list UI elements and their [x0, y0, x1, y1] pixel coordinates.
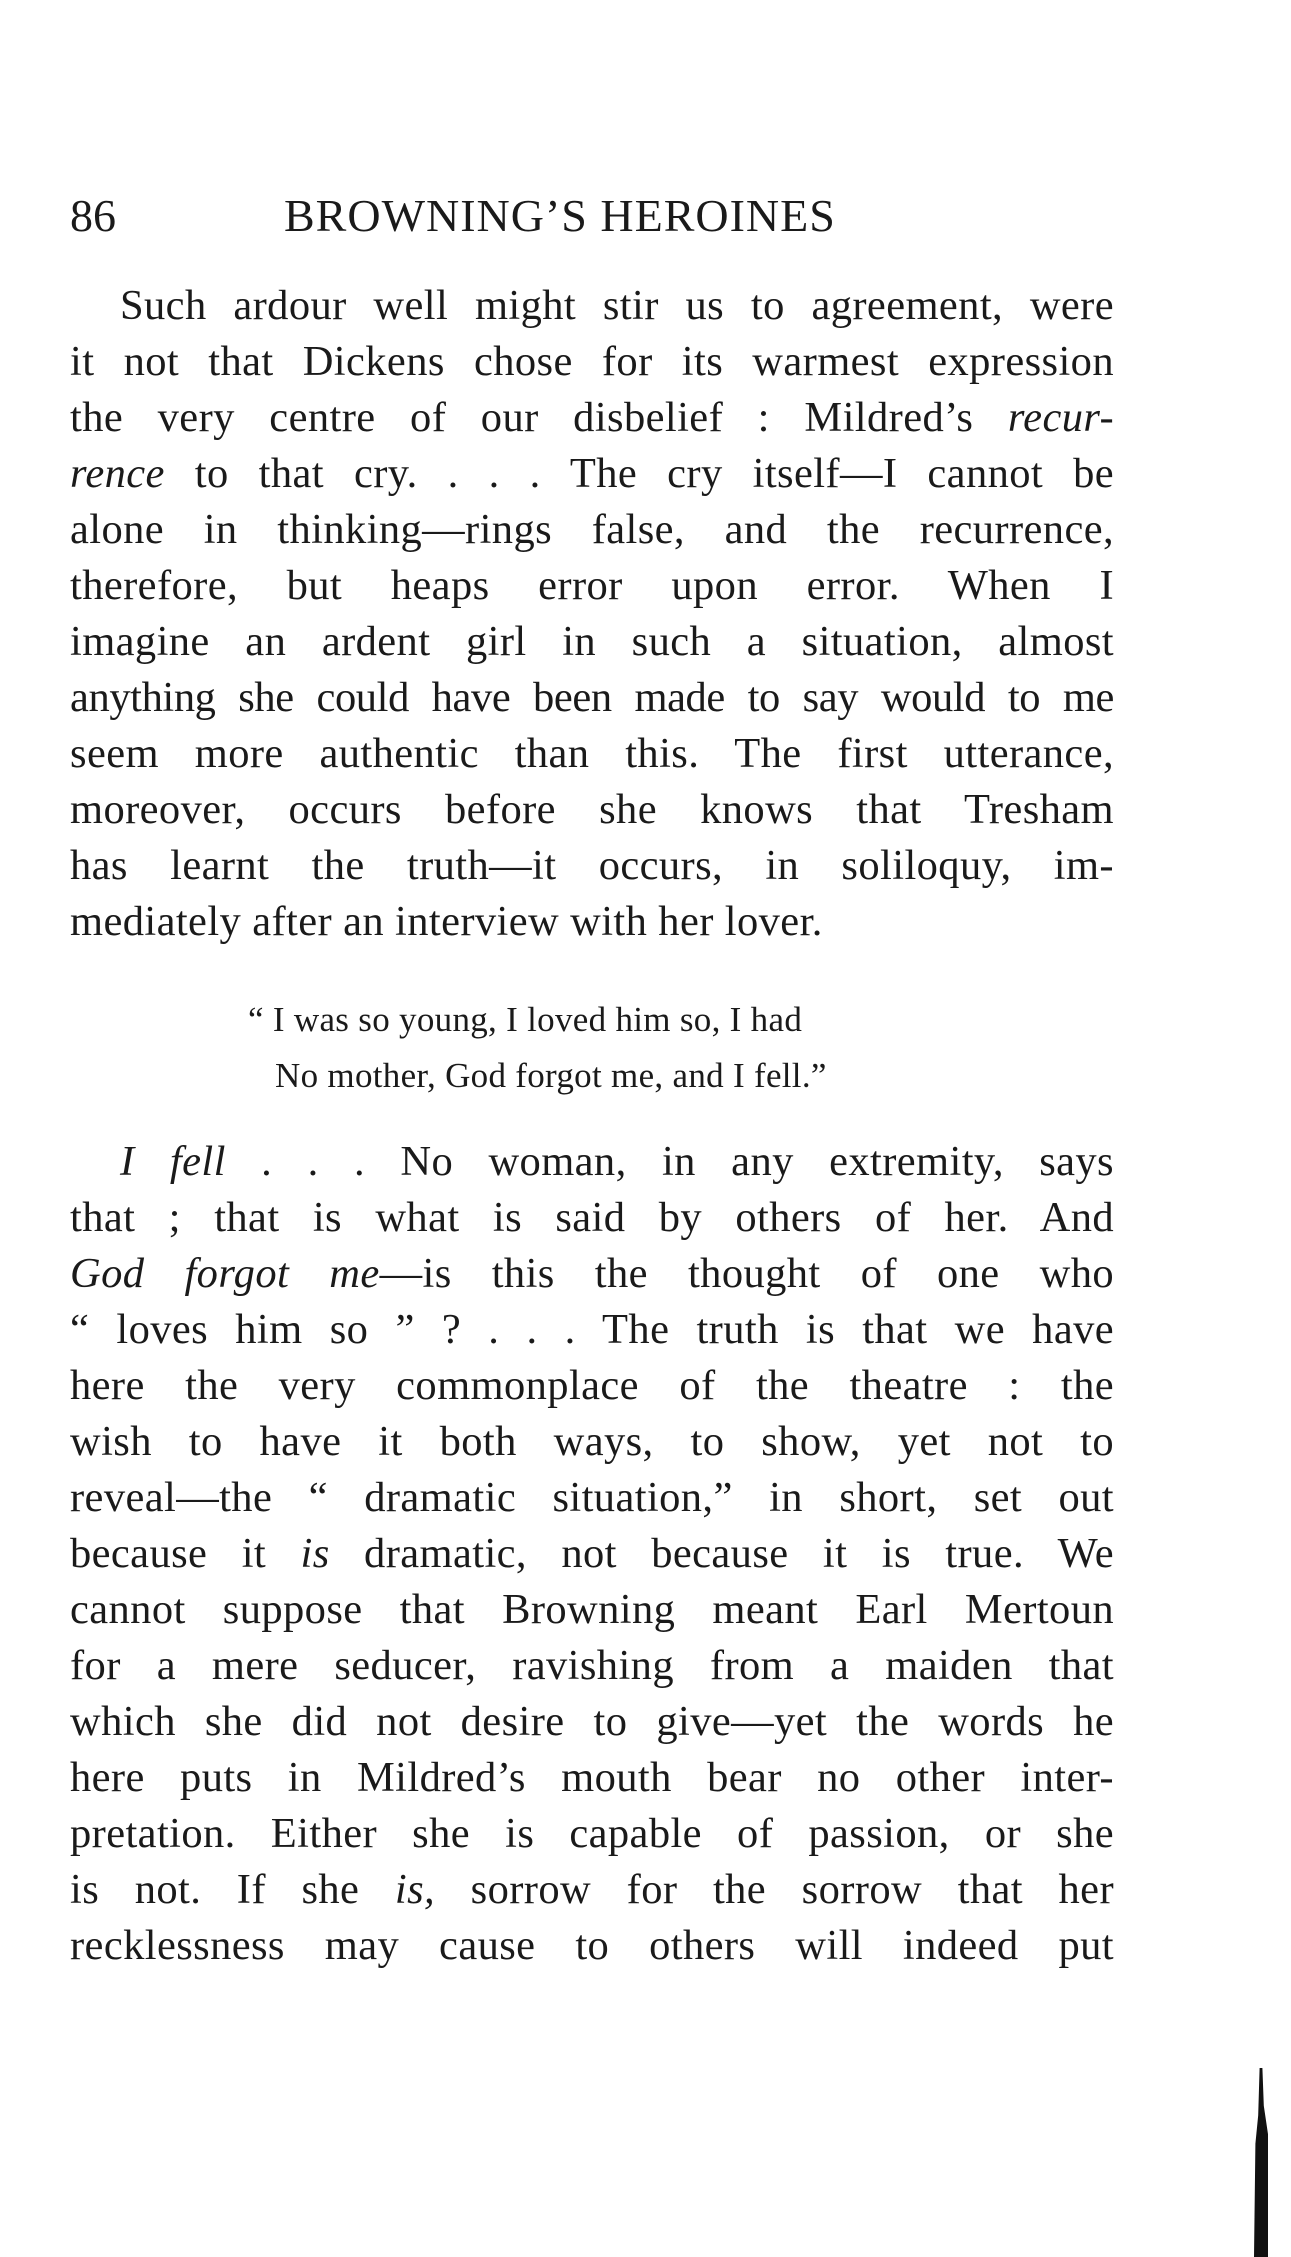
text-span: “ loves him so ” ? . . . The truth is that we have — [70, 1306, 1114, 1353]
text-span: sorrow for the sorrow that her — [435, 1866, 1114, 1913]
text-line — [70, 614, 1114, 670]
text-line — [70, 278, 1114, 334]
text-line — [70, 1918, 1114, 1974]
text-span: dramatic, not because it is true. We — [329, 1530, 1114, 1577]
text-line — [70, 726, 1114, 782]
text-span: to that cry. . . . The cry itself—I cannot be — [164, 450, 1114, 497]
page-edge-mark — [1254, 2068, 1268, 2257]
text-line — [70, 1694, 1114, 1750]
text-span: wish to have it both ways, to show, yet not to — [70, 1418, 1114, 1465]
text-line — [70, 1638, 1114, 1694]
text-line — [70, 1246, 1114, 1302]
text-line — [70, 558, 1114, 614]
text-line — [70, 502, 1114, 558]
text-line — [70, 1526, 1114, 1582]
text-line — [70, 390, 1114, 446]
text-line — [70, 1358, 1114, 1414]
italic-text: God forgot me — [70, 1250, 380, 1297]
text-line — [70, 1414, 1114, 1470]
text-span: imagine an ardent girl in such a situation, almost — [70, 618, 1114, 665]
italic-text: recur- — [1007, 394, 1114, 441]
running-head: BROWNING’S HEROINES — [284, 190, 836, 241]
quotation-line-1: “ I was so young, I loved him so, I had — [248, 1000, 803, 1039]
text-span: alone in thinking—rings false, and the recurrence, — [70, 506, 1114, 553]
text-span: it not that Dickens chose for its warmest expression — [70, 338, 1114, 385]
text-line — [70, 1750, 1114, 1806]
text-line — [70, 1470, 1114, 1526]
text-line — [70, 782, 1114, 838]
text-line — [70, 446, 1114, 502]
text-span: mediately after an interview with her lover. — [70, 898, 823, 945]
text-span: which she did not desire to give—yet the words he — [70, 1698, 1114, 1745]
text-line — [70, 670, 1114, 726]
page-number: 86 — [70, 190, 116, 241]
text-span: that ; that is what is said by others of her. And — [70, 1194, 1114, 1241]
text-span: therefore, but heaps error upon error. When I — [70, 562, 1114, 609]
text-span: cannot suppose that Browning meant Earl Mertoun — [70, 1586, 1114, 1633]
text-span: —is this the thought of one who — [379, 1250, 1114, 1297]
italic-text: is — [300, 1530, 330, 1577]
italic-text: is, — [394, 1866, 436, 1913]
text-span: moreover, occurs before she knows that Tresham — [70, 786, 1114, 833]
text-line — [70, 334, 1114, 390]
text-line — [70, 1862, 1114, 1918]
text-span: recklessness may cause to others will indeed put — [70, 1922, 1114, 1969]
text-span: Such ardour well might stir us to agreement, were — [120, 282, 1114, 329]
text-span: seem more authentic than this. The first utterance, — [70, 730, 1114, 777]
text-span: because it — [70, 1530, 301, 1577]
text-line — [70, 838, 1114, 894]
text-span: here the very commonplace of the theatre : the — [70, 1362, 1114, 1409]
text-span: is not. If she — [70, 1866, 395, 1913]
italic-text: I fell — [120, 1138, 226, 1185]
text-span: for a mere seducer, ravishing from a maiden that — [70, 1642, 1114, 1689]
text-span: . . . No woman, in any extremity, says — [225, 1138, 1114, 1185]
text-span: reveal—the “ dramatic situation,” in short, set out — [70, 1474, 1114, 1521]
text-line — [70, 1302, 1114, 1358]
text-line — [70, 1582, 1114, 1638]
text-span: has learnt the truth—it occurs, in soliloquy, im- — [70, 842, 1114, 889]
text-line — [70, 894, 1114, 950]
text-span: here puts in Mildred’s mouth bear no other inter- — [70, 1754, 1114, 1801]
text-line — [70, 1806, 1114, 1862]
text-span: the very centre of our disbelief : Mildred’s — [70, 394, 1008, 441]
text-span: pretation. Either she is capable of passion, or she — [70, 1810, 1114, 1857]
quotation-line-2: No mother, God forgot me, and I fell.” — [275, 1056, 827, 1095]
text-line — [70, 1134, 1114, 1190]
italic-text: rence — [70, 450, 165, 497]
text-span: anything she could have been made to say would to me — [70, 674, 1114, 721]
text-line — [70, 1190, 1114, 1246]
